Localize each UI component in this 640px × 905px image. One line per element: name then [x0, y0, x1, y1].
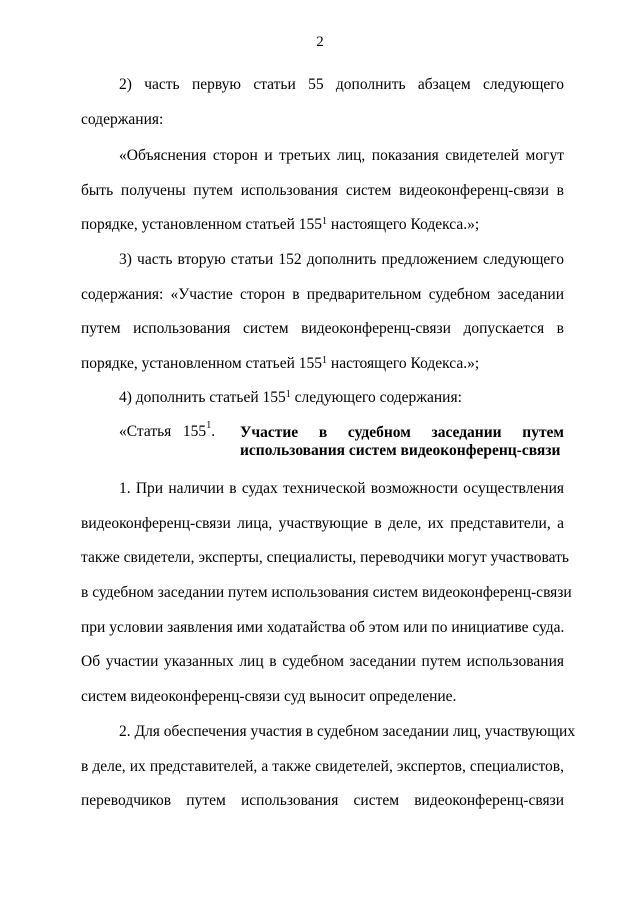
superscript: 1	[206, 420, 212, 431]
article-title-line-1: Участие в судебном заседании путем	[240, 424, 564, 441]
point-1-line-7: систем видеоконференц-связи суд выносит определение.	[81, 688, 457, 705]
paragraph-3-line-2: содержания: «Участие сторон в предварительном судебном заседании	[81, 286, 564, 303]
paragraph-3-line-3: путем использования систем видеоконференц-связи допускается в	[81, 320, 564, 337]
point-1-line-6: Об участии указанных лиц в судебном заседании путем использования	[81, 653, 564, 670]
paragraph-2-line-1: 2) часть первую статьи 55 дополнить абзацем следующего	[119, 76, 564, 93]
page-number: 2	[316, 34, 324, 50]
point-1-line-2: видеоконференц-связи лица, участвующие в деле, их представители, а	[81, 515, 564, 532]
quote-line-3-text-b: настоящего Кодекса.»;	[327, 216, 480, 233]
article-label-end: .	[211, 423, 216, 440]
paragraph-2-line-2: содержания:	[81, 111, 164, 128]
point-1-line-3: также свидетели, эксперты, специалисты, переводчики могут участвовать	[81, 549, 569, 566]
quote-line-3	[81, 216, 564, 234]
paragraph-3-line-1: 3) часть вторую статьи 152 дополнить предложением следующего	[119, 251, 564, 268]
quote-line-2: быть получены путем использования систем видеоконференц-связи в	[81, 182, 564, 199]
article-label	[119, 420, 216, 441]
point-2-line-2: в деле, их представителей, а также свидетелей, экспертов, специалистов,	[81, 758, 564, 775]
superscript: 1	[285, 389, 291, 400]
superscript: 1	[322, 355, 328, 366]
point-1-line-4: в судебном заседании путем использования систем видеоконференц-связи	[81, 584, 572, 601]
paragraph-3-line-4	[81, 355, 564, 373]
quote-line-3-text-a: порядке, установленном статьей 155	[81, 216, 323, 233]
article-title-line-2: использования систем видеоконференц-связи	[240, 442, 561, 459]
superscript: 1	[322, 216, 328, 227]
point-1-line-1: 1. При наличии в судах технической возможности осуществления	[119, 480, 564, 497]
paragraph-4-text-a: 4) дополнить статьей 155	[119, 389, 286, 406]
point-1-line-5: при условии заявления ими ходатайства об этом или по инициативе суда.	[81, 619, 565, 636]
paragraph-3-line-4-text-b: настоящего Кодекса.»;	[327, 355, 480, 372]
paragraph-3-line-4-text-a: порядке, установленном статьей 155	[81, 355, 323, 372]
quote-line-1: «Объяснения сторон и третьих лиц, показания свидетелей могут	[119, 147, 564, 164]
paragraph-4-line-1	[119, 389, 564, 407]
point-2-line-3: переводчиков путем использования систем видеоконференц-связи	[81, 792, 564, 809]
paragraph-4-text-b: следующего содержания:	[290, 389, 462, 406]
point-2-line-1: 2. Для обеспечения участия в судебном заседании лиц, участвующих	[119, 723, 576, 740]
article-label-text: «Статья 155	[119, 423, 207, 440]
